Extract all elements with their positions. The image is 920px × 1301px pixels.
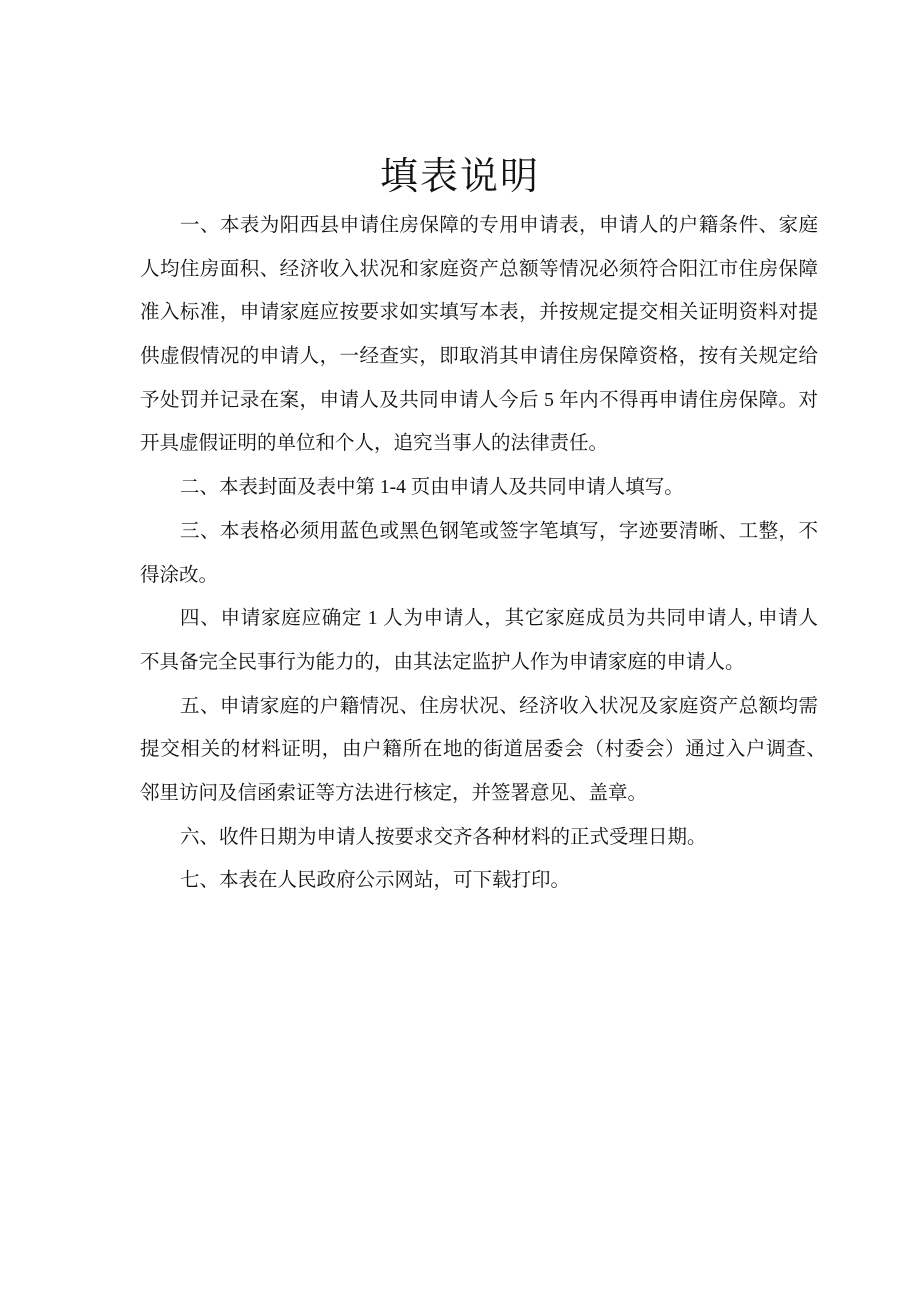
paragraph-line: 五、申请家庭的户籍情况、住房状况、经济收入状况及家庭资产总额均需 xyxy=(180,695,818,717)
page-title: 填表说明 xyxy=(379,156,540,199)
paragraph-line: 二、本表封面及表中第 1-4 页由申请人及共同申请人填写。 xyxy=(180,477,684,499)
instruction-item-2 xyxy=(140,466,818,510)
instruction-item-7 xyxy=(140,859,818,903)
paragraph-line: 六、收件日期为申请人按要求交齐各种材料的正式受理日期。 xyxy=(180,826,707,848)
instruction-item-1 xyxy=(140,204,818,466)
paragraph-line: 得涂改。 xyxy=(140,564,219,586)
paragraph-line: 一、本表为阳西县申请住房保障的专用申请表，申请人的户籍条件、家庭 xyxy=(180,215,818,236)
instruction-item-6 xyxy=(140,816,818,860)
instruction-item-5 xyxy=(140,685,826,816)
paragraph-line: 供虚假情况的申请人，一经查实，即取消其申请住房保障资格，按有关规定给 xyxy=(140,346,818,368)
paragraph-line: 四、申请家庭应确定 1 人为申请人，其它家庭成员为共同申请人, 申请人 xyxy=(180,608,818,630)
paragraph-line: 予处罚并记录在案，申请人及共同申请人今后 5 年内不得再申请住房保障。对 xyxy=(140,389,818,411)
instruction-item-3 xyxy=(140,510,818,597)
instruction-item-4 xyxy=(140,597,818,684)
paragraph-line: 人均住房面积、经济收入状况和家庭资产总额等情况必须符合阳江市住房保障 xyxy=(140,258,818,280)
paragraph-line: 提交相关的材料证明，由户籍所在地的街道居委会（村委会）通过入户调查、 xyxy=(140,739,826,761)
paragraph-line: 不具备完全民事行为能力的，由其法定监护人作为申请家庭的申请人。 xyxy=(140,651,745,673)
paragraph-line: 准入标准，申请家庭应按要求如实填写本表，并按规定提交相关证明资料对提 xyxy=(140,302,818,324)
paragraph-line: 邻里访问及信函索证等方法进行核定，并签署意见、盖章。 xyxy=(140,782,648,804)
paragraph-line: 七、本表在人民政府公示网站，可下载打印。 xyxy=(180,870,571,892)
paragraph-line: 开具虚假证明的单位和个人，追究当事人的法律责任。 xyxy=(140,433,609,455)
instructions-body xyxy=(140,204,826,903)
paragraph-line: 三、本表格必须用蓝色或黑色钢笔或签字笔填写，字迹要清晰、工整，不 xyxy=(180,520,818,542)
